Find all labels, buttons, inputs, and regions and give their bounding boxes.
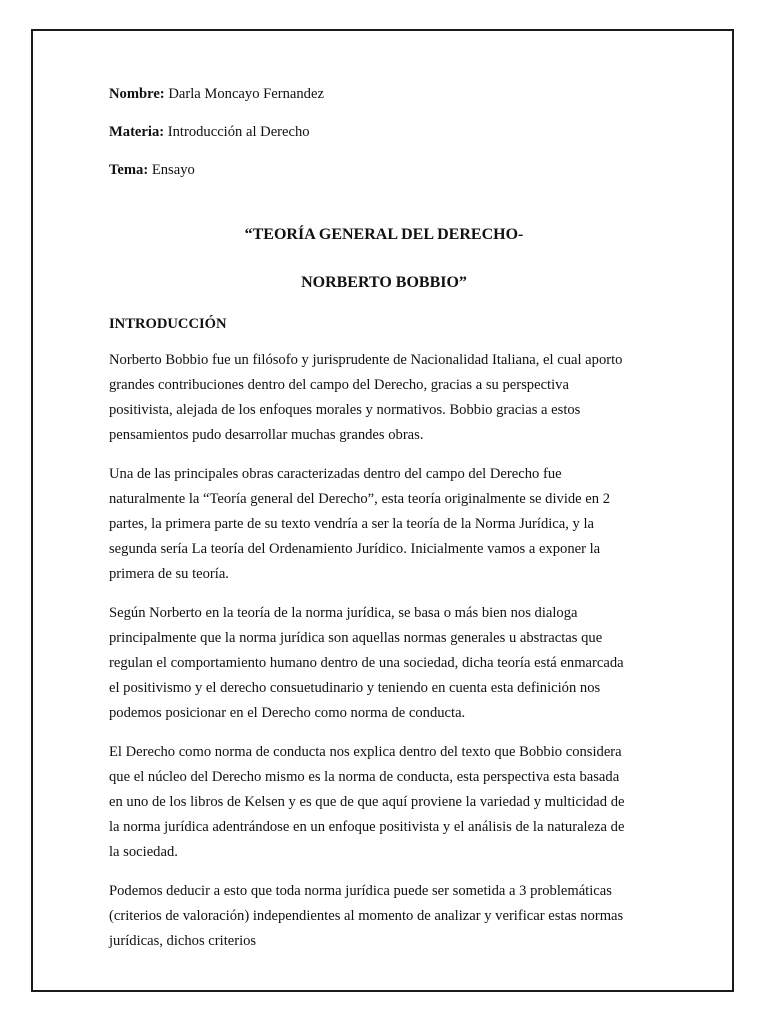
paragraph-line: la norma jurídica adentrándose en un enfoque positivista y el análisis de la naturaleza de	[109, 819, 625, 835]
paragraph-line: (criterios de valoración) independientes al momento de analizar y verificar estas normas	[109, 908, 624, 924]
student-name-line	[109, 84, 659, 104]
paragraph-line: la sociedad.	[109, 844, 178, 860]
paragraph-line: el positivismo y el derecho consuetudinario y teniendo en cuenta esta definición nos	[109, 680, 601, 696]
paragraph-line: podemos posicionar en el Derecho como norma de conducta.	[109, 705, 466, 721]
section-heading-intro: INTRODUCCIÓN	[109, 316, 227, 332]
topic-label: Tema:	[109, 162, 149, 178]
subject-label: Materia:	[109, 124, 165, 140]
paragraph-line: Norberto Bobbio fue un filósofo y jurisprudente de Nacionalidad Italiana, el cual aporto	[109, 352, 623, 368]
paragraph	[109, 879, 659, 954]
paragraph-line: partes, la primera parte de su texto vendría a ser la teoría de la Norma Jurídica, y la	[109, 516, 595, 532]
paragraph	[109, 601, 659, 726]
paragraph-line: naturalmente la “Teoría general del Derecho”, esta teoría originalmente se divide en 2	[109, 491, 611, 507]
name-value: Darla Moncayo Fernandez	[164, 86, 324, 102]
paragraph-line: El Derecho como norma de conducta nos explica dentro del texto que Bobbio considera	[109, 744, 622, 760]
paragraph-line: Una de las principales obras caracterizadas dentro del campo del Derecho fue	[109, 466, 562, 482]
document-body	[109, 84, 659, 954]
topic-value: Ensayo	[148, 162, 195, 178]
paragraph-line: positivista, alejada de los enfoques morales y normativos. Bobbio gracias a estos	[109, 402, 581, 418]
paragraph-line: segunda sería La teoría del Ordenamiento Jurídico. Inicialmente vamos a exponer la	[109, 541, 601, 557]
name-label: Nombre:	[109, 86, 165, 102]
paragraph-line: primera de su teoría.	[109, 566, 229, 582]
paragraph-line: jurídicas, dichos criterios	[109, 933, 257, 949]
subject-value: Introducción al Derecho	[164, 124, 310, 140]
topic-line	[109, 160, 659, 180]
paragraph	[109, 462, 659, 587]
paragraph-line: Según Norberto en la teoría de la norma jurídica, se basa o más bien nos dialoga	[109, 605, 578, 621]
paragraph-line: regulan el comportamiento humano dentro de una sociedad, dicha teoría está enmarcada	[109, 655, 624, 671]
subject-line	[109, 122, 659, 142]
paragraph-line: que el núcleo del Derecho mismo es la norma de conducta, esta perspectiva esta basada	[109, 769, 620, 785]
paragraph-line: Podemos deducir a esto que toda norma jurídica puede ser sometida a 3 problemáticas	[109, 883, 612, 899]
paragraph	[109, 348, 659, 448]
paragraph-line: pensamientos pudo desarrollar muchas grandes obras.	[109, 427, 424, 443]
document-title	[109, 224, 659, 294]
paragraph-line: principalmente que la norma jurídica son aquellas normas generales u abstractas que	[109, 630, 603, 646]
paragraph-line: en uno de los libros de Kelsen y es que de que aquí proviene la variedad y multicidad de	[109, 794, 625, 810]
title-line-1: “TEORÍA GENERAL DEL DERECHO-	[244, 226, 524, 243]
title-line-2: NORBERTO BOBBIO”	[301, 274, 467, 291]
paragraph-line: grandes contribuciones dentro del campo del Derecho, gracias a su perspectiva	[109, 377, 569, 393]
paragraph	[109, 740, 659, 865]
